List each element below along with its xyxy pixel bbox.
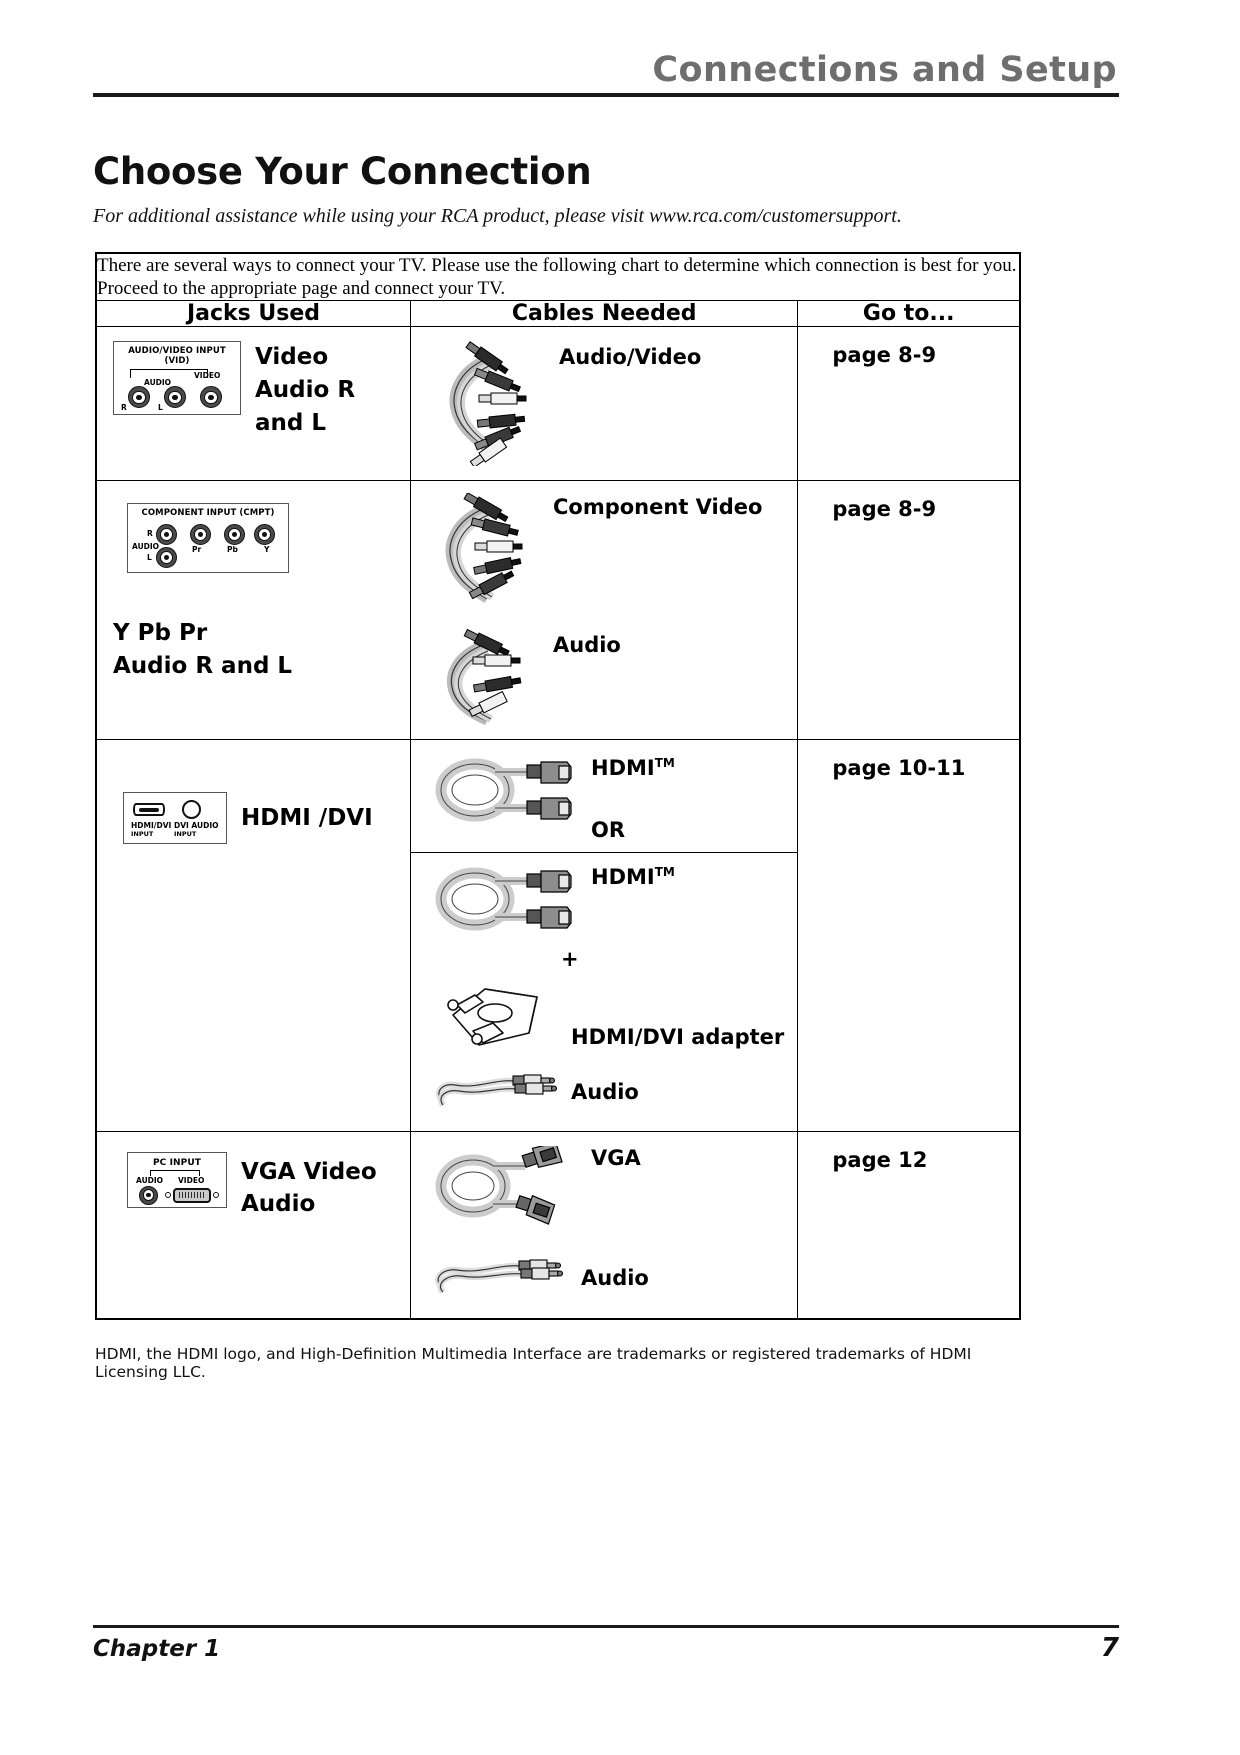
goto-page-component[interactable]: page 8-9 bbox=[832, 497, 937, 522]
table-row bbox=[96, 327, 1020, 481]
vga-screw-left-icon bbox=[165, 1192, 171, 1198]
rca-jack-y-icon bbox=[254, 524, 275, 545]
cable-label-hdmi-dvi-adapter: HDMI/DVI adapter bbox=[571, 1025, 785, 1050]
dvi-audio-jack-icon bbox=[182, 800, 201, 819]
component-label-y: Y bbox=[264, 545, 270, 555]
goto-page-hdmi[interactable]: page 10-11 bbox=[832, 756, 966, 781]
pc-input-panel-icon bbox=[127, 1152, 227, 1208]
av-panel-subtitle: (VID) bbox=[164, 356, 190, 367]
page-header bbox=[93, 52, 1119, 97]
jack-label-hdmi-dvi: HDMI /DVI bbox=[241, 805, 373, 832]
goto-cell-hdmi bbox=[798, 740, 1020, 1131]
vga-cable-icon bbox=[433, 1146, 583, 1228]
goto-cell-av bbox=[798, 327, 1020, 481]
component-input-panel-icon bbox=[127, 503, 289, 573]
hdmi-dvi-adapter-icon bbox=[433, 975, 563, 1055]
goto-cell-component bbox=[798, 481, 1020, 740]
hdmi-cable-icon bbox=[433, 754, 583, 826]
rca-jack-audio-l-icon bbox=[164, 386, 186, 408]
column-header-goto: Go to... bbox=[798, 301, 1020, 327]
jack-label-vga-video: VGA Video bbox=[241, 1158, 377, 1185]
av-label-audio: AUDIO bbox=[144, 378, 172, 388]
component-label-pb: Pb bbox=[227, 545, 238, 555]
hdmi-cable-icon bbox=[433, 863, 583, 935]
av-input-panel-icon bbox=[113, 341, 241, 415]
table-row bbox=[96, 1131, 1020, 1319]
page-footer bbox=[93, 1625, 1119, 1663]
component-label-r: R bbox=[147, 529, 153, 539]
cable-label-or: OR bbox=[591, 817, 626, 842]
vga-port-icon bbox=[173, 1188, 211, 1203]
av-panel-title: AUDIO/VIDEO INPUT bbox=[128, 346, 226, 357]
av-label-video: VIDEO bbox=[194, 371, 221, 381]
component-label-l: L bbox=[147, 553, 152, 563]
cable-label-audio: Audio bbox=[553, 633, 621, 658]
jacks-cell-av bbox=[96, 327, 411, 481]
goto-cell-vga bbox=[798, 1131, 1020, 1319]
rca-jack-pb-icon bbox=[224, 524, 245, 545]
rca-bundle-cable-icon bbox=[441, 341, 551, 466]
component-cable-icon bbox=[435, 493, 545, 611]
hdmi-dvi-input-panel-icon bbox=[123, 792, 227, 844]
rca-jack-video-icon bbox=[200, 386, 222, 408]
cable-label-audio-video: Audio/Video bbox=[559, 345, 702, 370]
rca-jack-audio-r-icon bbox=[128, 386, 150, 408]
dvi-audio-label: DVI AUDIO bbox=[174, 821, 219, 831]
cable-label-hdmi-1: HDMI™ bbox=[591, 756, 675, 781]
page-number: 7 bbox=[1100, 1633, 1119, 1663]
rca-plug-icon bbox=[465, 341, 526, 466]
cables-cell-vga bbox=[411, 1131, 798, 1319]
table-intro-row bbox=[96, 253, 1020, 301]
rca-jack-audio-r-icon bbox=[156, 524, 177, 545]
jack-label-audio: Audio bbox=[241, 1191, 316, 1218]
cables-cell-av bbox=[411, 327, 798, 481]
table-row bbox=[96, 740, 1020, 1131]
column-header-jacks: Jacks Used bbox=[96, 301, 411, 327]
cables-cell-component bbox=[411, 481, 798, 740]
av-label-l: L bbox=[158, 403, 163, 413]
cables-cell-hdmi bbox=[411, 740, 798, 1131]
cable-label-plus: + bbox=[561, 946, 579, 971]
chapter-label: Chapter 1 bbox=[93, 1636, 221, 1662]
hdmi-port-icon bbox=[133, 803, 165, 816]
connection-chart-table bbox=[95, 252, 1021, 1320]
trademark-note: HDMI, the HDMI logo, and High-Definition Multimedia Interface are trademarks or registered trademarks of HDMI Licensing LLC. bbox=[95, 1345, 972, 1381]
cable-label-component-video: Component Video bbox=[553, 495, 763, 520]
pc-label-audio: AUDIO bbox=[136, 1175, 164, 1185]
header-divider bbox=[93, 93, 1119, 97]
rca-audio-cable-icon bbox=[435, 629, 545, 725]
section-subtitle: For additional assistance while using your RCA product, please visit www.rca.com/customersupport. bbox=[93, 205, 902, 227]
hdmi-option-1 bbox=[411, 740, 797, 852]
dvi-audio-sublabel: INPUT bbox=[174, 830, 197, 839]
goto-page-av[interactable]: page 8-9 bbox=[832, 343, 937, 368]
stereo-audio-cable-icon bbox=[433, 1254, 573, 1304]
table-header-row bbox=[96, 301, 1020, 327]
table-row bbox=[96, 481, 1020, 740]
cable-label-audio: Audio bbox=[571, 1079, 639, 1104]
page-title: Connections and Setup bbox=[652, 50, 1117, 90]
goto-page-vga[interactable]: page 12 bbox=[832, 1147, 928, 1172]
cable-label-vga: VGA bbox=[591, 1145, 641, 1170]
jack-label-audio-rl: Audio R and L bbox=[255, 377, 356, 436]
column-header-cables: Cables Needed bbox=[411, 301, 798, 327]
hdmi-panel-label: HDMI/DVI bbox=[131, 821, 172, 831]
stereo-audio-cable-icon bbox=[433, 1069, 563, 1117]
jack-label-audio-rl: Audio R and L bbox=[113, 653, 293, 679]
jack-label-ypbpr: Y Pb Pr bbox=[113, 620, 208, 647]
jack-label-video: Video bbox=[255, 344, 329, 371]
cable-label-audio: Audio bbox=[581, 1265, 649, 1290]
av-label-r: R bbox=[121, 403, 127, 413]
pc-panel-title: PC INPUT bbox=[152, 1157, 202, 1168]
rca-jack-audio-l-icon bbox=[156, 547, 177, 568]
cable-label-hdmi-2: HDMI™ bbox=[591, 864, 675, 889]
rca-jack-pr-icon bbox=[190, 524, 211, 545]
component-label-pr: Pr bbox=[192, 545, 202, 555]
component-label-audio: AUDIO bbox=[132, 542, 160, 552]
jacks-cell-component bbox=[96, 481, 411, 740]
pc-label-video: VIDEO bbox=[178, 1175, 205, 1185]
section-title: Choose Your Connection bbox=[93, 150, 592, 193]
hdmi-option-2 bbox=[411, 853, 797, 1131]
vga-screw-right-icon bbox=[213, 1192, 219, 1198]
hdmi-panel-sublabel: INPUT bbox=[131, 830, 154, 839]
jacks-cell-hdmi bbox=[96, 740, 411, 1131]
pc-audio-jack-icon bbox=[139, 1186, 158, 1205]
component-panel-title: COMPONENT INPUT (CMPT) bbox=[141, 508, 275, 519]
jacks-cell-vga bbox=[96, 1131, 411, 1319]
table-intro-text: There are several ways to connect your TV. Please use the following chart to determine which connection is best for you. Proceed to the appropriate page and connect your TV. bbox=[96, 253, 1020, 301]
